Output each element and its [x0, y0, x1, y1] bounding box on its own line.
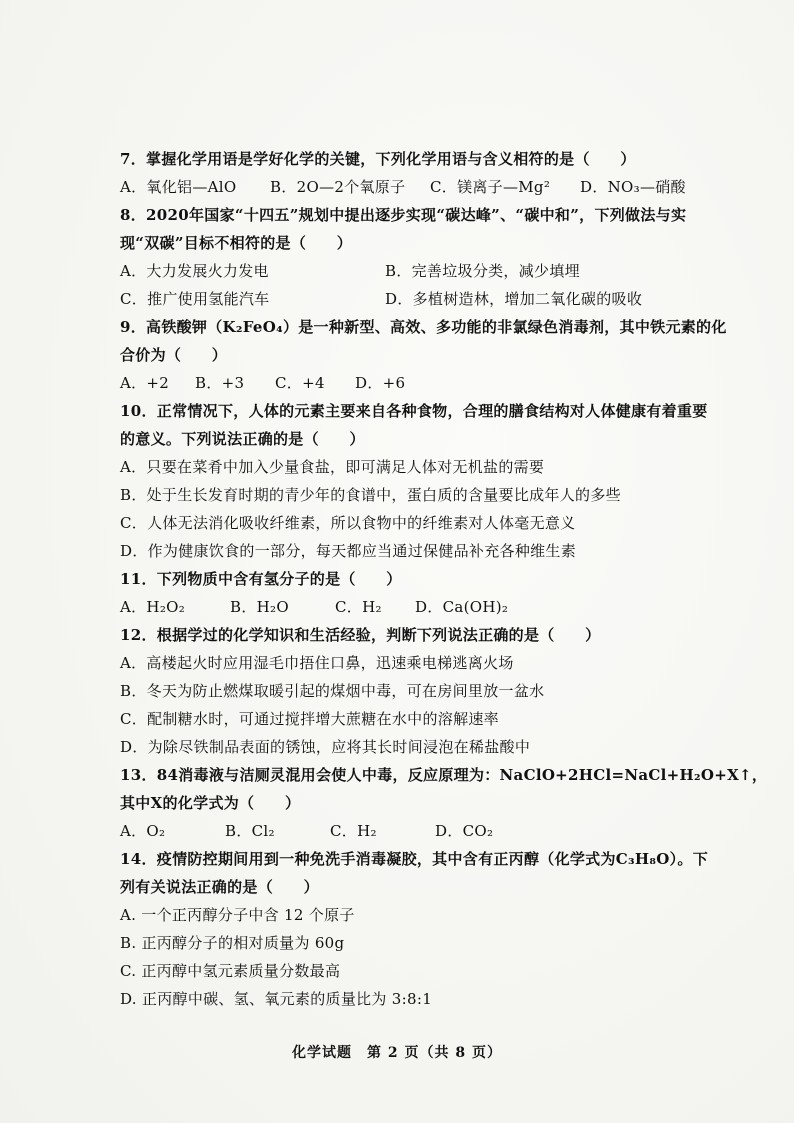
question-10-stem-line1: 10．正常情况下，人体的元素主要来自各种食物，合理的膳食结构对人体健康有着重要	[120, 402, 708, 420]
option-c: C．H₂	[335, 598, 382, 616]
option-b: B．2O—2个氧原子	[270, 178, 406, 196]
question-13-stem-line2: 其中X的化学式为（ ）	[120, 794, 301, 812]
question-9-stem-line2: 合价为（ ）	[120, 346, 228, 364]
option-a: A．H₂O₂	[120, 598, 186, 616]
option-d: D．+6	[355, 374, 406, 392]
option-b: B．Cl₂	[225, 822, 275, 840]
question-10-stem-line2: 的意义。下列说法正确的是（ ）	[120, 430, 365, 448]
option-b: B．冬天为防止燃煤取暖引起的煤烟中毒，可在房间里放一盆水	[120, 682, 545, 700]
question-14-stem-line1: 14．疫情防控期间用到一种免洗手消毒凝胶，其中含有正丙醇（化学式为C₃H₈O）。下	[120, 850, 708, 868]
option-a: A．高楼起火时应用湿毛巾捂住口鼻，迅速乘电梯逃离火场	[120, 654, 514, 672]
question-11-options	[120, 598, 720, 626]
option-c: C．人体无法消化吸收纤维素，所以食物中的纤维素对人体毫无意义	[120, 514, 576, 532]
question-9-stem-line1: 9．高铁酸钾（K₂FeO₄）是一种新型、高效、多功能的非氯绿色消毒剂，其中铁元素的化	[120, 318, 727, 336]
question-8-stem-line1: 8．2020年国家“十四五”规划中提出逐步实现“碳达峰”、“碳中和”，下列做法与实	[120, 206, 687, 224]
option-a: A. 一个正丙醇分子中含 12 个原子	[120, 906, 355, 924]
option-c: C．配制糖水时，可通过搅拌增大蔗糖在水中的溶解速率	[120, 710, 499, 728]
option-b: B．处于生长发育时期的青少年的食谱中，蛋白质的含量要比成年人的多些	[120, 486, 621, 504]
question-7-options	[120, 178, 720, 206]
option-b: B．完善垃圾分类，减少填埋	[385, 262, 580, 280]
option-a: A．O₂	[120, 822, 166, 840]
question-14-stem-line2: 列有关说法正确的是（ ）	[120, 878, 319, 896]
option-b: B．H₂O	[230, 598, 289, 616]
option-d: D．为除尽铁制品表面的锈蚀，应将其长时间浸泡在稀盐酸中	[120, 738, 531, 756]
question-7-stem: 7．掌握化学用语是学好化学的关键，下列化学用语与含义相符的是（ ）	[120, 150, 636, 168]
option-d: D．CO₂	[435, 822, 494, 840]
option-b: B．+3	[195, 374, 245, 392]
question-13-stem-line1: 13．84消毒液与洁厕灵混用会使人中毒，反应原理为：NaClO+2HCl=NaCl+H₂O+X↑，	[120, 766, 768, 784]
option-c: C. 正丙醇中氢元素质量分数最高	[120, 962, 341, 980]
option-a: A．大力发展火力发电	[120, 262, 269, 280]
option-d: D．NO₃—硝酸	[580, 178, 686, 196]
question-8-stem-line2: 现“双碳”目标不相符的是（ ）	[120, 234, 353, 252]
page-footer: 化学试题 第 2 页（共 8 页）	[292, 1045, 502, 1061]
option-c: C．镁离子—Mg²	[430, 178, 551, 196]
question-13-options	[120, 822, 720, 850]
option-a: A．只要在菜肴中加入少量食盐，即可满足人体对无机盐的需要	[120, 458, 545, 476]
question-9-options	[120, 374, 720, 402]
question-8-options-row2	[120, 290, 720, 318]
option-d: D．多植树造林，增加二氧化碳的吸收	[385, 290, 643, 308]
option-c: C．+4	[275, 374, 325, 392]
option-c: C．推广使用氢能汽车	[120, 290, 270, 308]
option-a: A．+2	[120, 374, 170, 392]
option-d: D．作为健康饮食的一部分，每天都应当通过保健品补充各种维生素	[120, 542, 577, 560]
question-8-options-row1	[120, 262, 720, 290]
option-a: A．氧化铝—AlO	[120, 178, 237, 196]
question-12-stem: 12．根据学过的化学知识和生活经验，判断下列说法正确的是（ ）	[120, 626, 601, 644]
question-list	[120, 150, 768, 1018]
option-d: D．Ca(OH)₂	[415, 598, 509, 616]
option-c: C．H₂	[330, 822, 377, 840]
question-11-stem: 11．下列物质中含有氢分子的是（ ）	[120, 570, 402, 588]
option-b: B. 正丙醇分子的相对质量为 60g	[120, 934, 345, 952]
option-d: D. 正丙醇中碳、氢、氧元素的质量比为 3:8:1	[120, 990, 433, 1008]
